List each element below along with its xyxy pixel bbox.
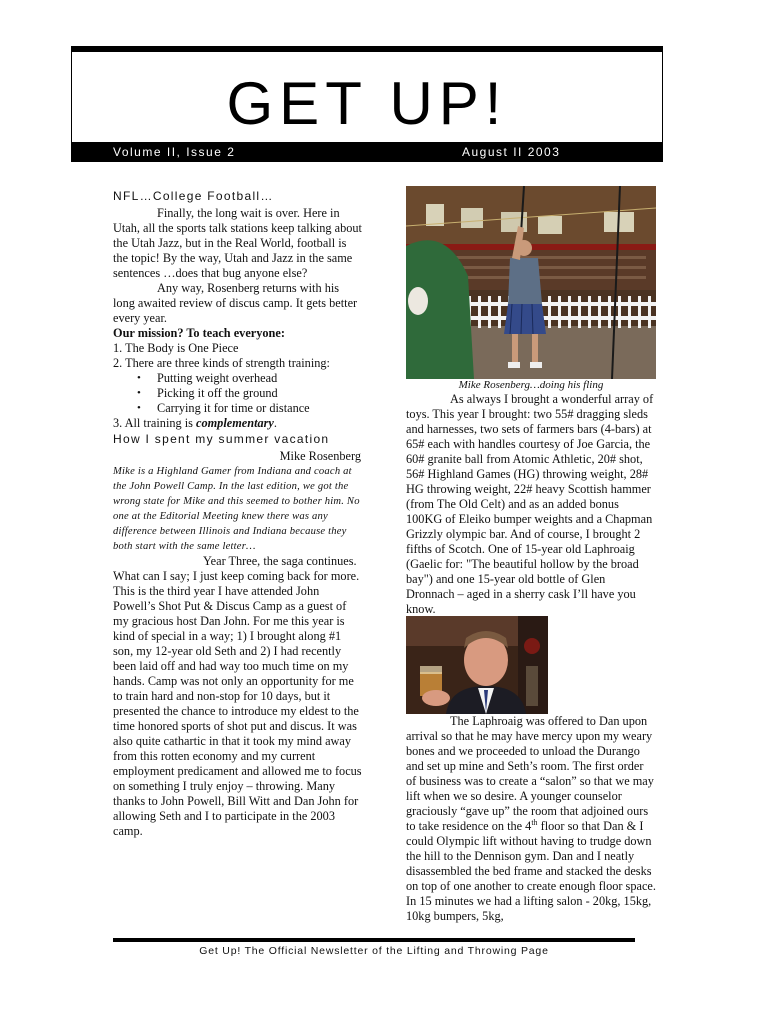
masthead — [71, 46, 663, 142]
photo-caption: Mike Rosenberg…doing his fling — [458, 379, 604, 391]
section-heading-vacation: How I spent my summer vacation — [113, 432, 330, 446]
footer-text: Get Up! The Official Newsletter of the Lifting and Throwing Page — [199, 945, 549, 957]
paragraph: Any way, Rosenberg returns with his long awaited review of discus camp. It gets better every year. — [113, 281, 358, 325]
volume-issue: Volume II, Issue 2 — [113, 145, 236, 159]
list-item: • Putting weight overhead — [157, 371, 363, 386]
photo-dan-with-scotch — [406, 616, 548, 714]
emphasis: complementary — [196, 416, 274, 430]
right-column-continued — [406, 714, 656, 924]
paragraph: The Laphroaig was offered to Dan upon arrival so that he may have mercy upon my weary bones and we proceeded to unload the Durango and set up mine and Seth’s room. The first order of business was to create a “salon” so that we may lift when we so desire. A younger counselor graciously “gave up” the room that adjoined ours to take residence on the 4th floor so that Dan & I could Olympic lift without having to trudge down the hill to the Dennison gym. Dan and I neatly disassembled the bed frame and stacked the desks on top of one another to create enough floor space. In 15 minutes we had a lifting salon - 20kg, 15kg, 10kg bumpers, 5kg, — [406, 714, 656, 923]
section-heading-football: NFL…College Football… — [113, 189, 274, 203]
mission-item: 3. All training is complementary. — [113, 416, 277, 430]
list-item: • Picking it off the ground — [157, 386, 363, 401]
paragraph: As always I brought a wonderful array of toys. This year I brought: two 55# dragging sleds and harnesses, two sets of farmers bars (4-bars) at 65# each with handles courtesy of Joe Garcia, the 60# granite ball from Atomic Athletic, 20# shot, 56# Highland Games (HG) throwing weight, 28# HG throwing weight, 22# heavy Scottish hammer (from The Old Celt) and as an added bonus 100KG of Eleiko bumper weights and a Chapman Grizzly olympic bar. And of course, I brought 2 fifths of Scotch. One of 15-year old Laphroaig (Gaelic for: "The beautiful hollow by the broad bay") and one 15-year old bottle of Glen Dronnach – aged in a sherry cask I’ll have you know. — [406, 392, 654, 616]
mission-item: 2. There are three kinds of strength training: — [113, 356, 330, 370]
strength-list — [113, 371, 363, 416]
newsletter-title: GET UP! — [226, 70, 508, 137]
paragraph: Year Three, the saga continues. What can I say; I just keep coming back for more. This is the third year I have attended John Powell’s Shot Put & Discus Camp as a guest of my gracious host Dan John. For me this year is kind of special in a way; 1) I brought along #1 son, my 12-year old Seth and 2) I had recently been laid off and had way too much time on my hands. Camp was not only an opportunity for me to train hard and non-stop for 10 days, but it presented the chance to introduce my eldest to the time honored sports of shot put and discus. It was also quite cathartic in that it took my mind away from this rotten economy and my current employment predicament and allowed me to focus on something I truly enjoy – throwing. Many thanks to John Powell, Bill Witt and Dan John for allowing Seth and I to participate in the 2003 camp. — [113, 554, 362, 838]
issue-bar — [71, 142, 663, 162]
paragraph: Finally, the long wait is over. Here in Utah, all the sports talk stations keep talking about the Utah Jazz, but in the Real World, football is the topic! By the way, Utah and Jazz in the same sentences …does that bug anyone else? — [113, 206, 362, 280]
footer-divider — [113, 938, 635, 942]
issue-date: August II 2003 — [462, 145, 561, 159]
author-bio: Mike is a Highland Gamer from Indiana and coach at the John Powell Camp. In the last edition, we got the wrong state for Mike and this seemed to bother him. No one at the Editorial Meeting knew there was any difference between Illinois and Indiana because they both start with the same letter… — [113, 466, 360, 552]
mission-item: 1. The Body is One Piece — [113, 341, 239, 355]
right-column — [406, 392, 656, 617]
mission-heading: Our mission? To teach everyone: — [113, 326, 285, 340]
byline: Mike Rosenberg — [279, 449, 361, 463]
left-column — [113, 189, 363, 839]
list-item: • Carrying it for time or distance — [157, 401, 363, 416]
photo-discus-throw — [406, 186, 656, 379]
